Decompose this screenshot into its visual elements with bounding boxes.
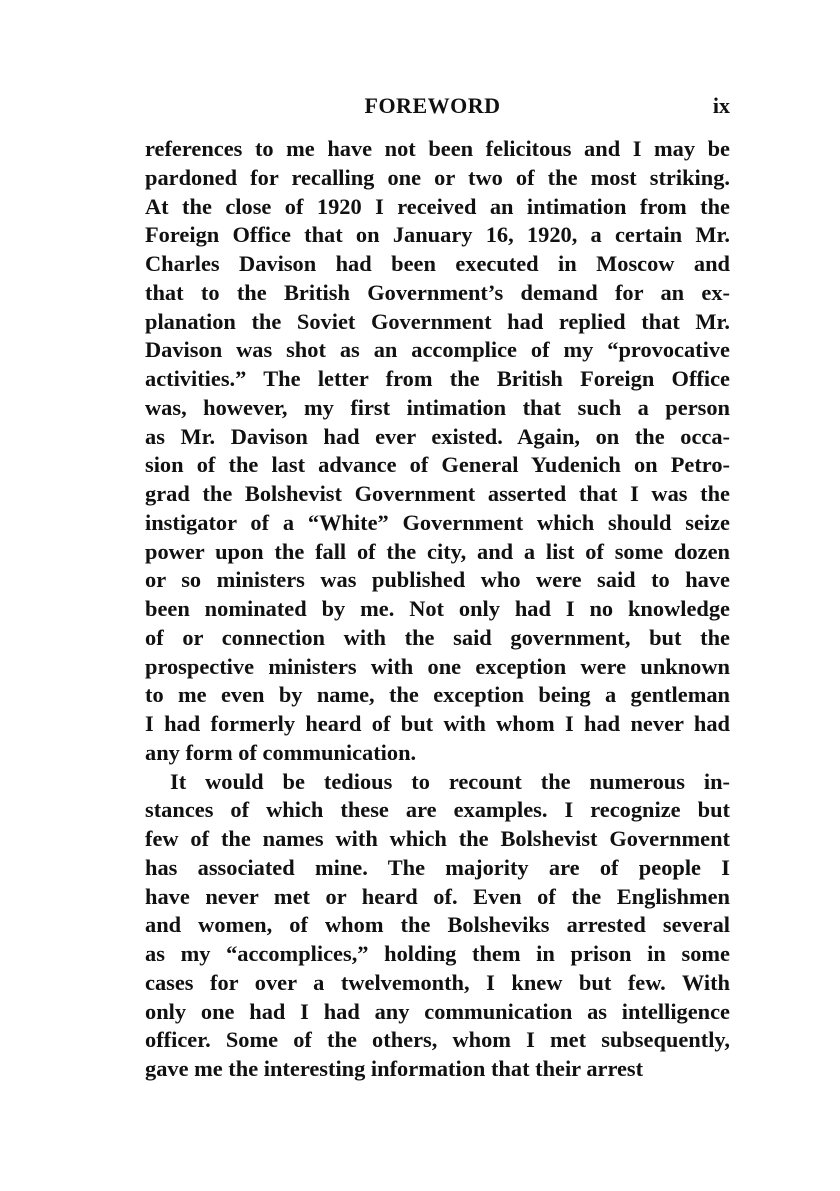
text-line: It would be tedious to recount the numerous in- [170,768,730,794]
running-title: FOREWORD [364,93,501,118]
text-line: cases for over a twelvemonth, I knew but few. With [145,969,730,995]
text-line: that to the British Government’s demand for an ex- [145,279,730,305]
text-line: power upon the fall of the city, and a list of some dozen [145,538,730,564]
text-line: I had formerly heard of but with whom I had never had [145,711,730,736]
text-line: few of the names with which the Bolshevist Government [145,826,730,851]
text-line: any form of communication. [145,739,417,765]
text-line: Charles Davison had been executed in Moscow and [145,251,730,276]
text-line: officer. Some of the others, whom I met subsequently, [145,1027,730,1053]
text-line: of or connection with the said government, but the [145,624,730,650]
text-line: have never met or heard of. Even of the Englishmen [145,883,730,909]
paragraph [145,135,730,768]
text-line: grad the Bolshevist Government asserted that I was the [145,481,730,506]
page-number: ix [712,93,730,118]
text-line: references to me have not been felicitous and I may be [145,136,730,161]
text-line: only one had I had any communication as intelligence [145,998,730,1024]
text-line: has associated mine. The majority are of people I [145,854,730,880]
text-line: stances of which these are examples. I recognize but [145,797,730,823]
text-line: gave me the interesting information that their arrest [145,1056,644,1081]
text-line: or so ministers was published who were said to have [145,567,730,593]
text-line: sion of the last advance of General Yudenich on Petro- [145,452,730,478]
paragraph [145,768,730,1084]
text-line: and women, of whom the Bolsheviks arrested several [145,912,730,938]
text-line: prospective ministers with one exception were unknown [145,653,730,679]
text-line: Foreign Office that on January 16, 1920, a certain Mr. [145,222,730,248]
text-line: At the close of 1920 I received an intimation from the [145,193,730,219]
running-head [145,91,730,121]
text-line: been nominated by me. Not only had I no knowledge [145,596,730,621]
text-line: as Mr. Davison had ever existed. Again, on the occa- [145,423,730,449]
text-line: to me even by name, the exception being a gentleman [145,682,730,708]
text-line: instigator of a “White” Government which should seize [145,509,730,535]
text-line: pardoned for recalling one or two of the most striking. [145,164,730,190]
text-line: as my “accomplices,” holding them in prison in some [145,941,730,966]
text-line: planation the Soviet Government had replied that Mr. [145,308,730,334]
text-line: Davison was shot as an accomplice of my “provocative [145,337,730,363]
text-line: was, however, my first intimation that such a person [145,394,730,420]
body-text [145,135,730,1084]
text-line: activities.” The letter from the British Foreign Office [145,366,730,391]
